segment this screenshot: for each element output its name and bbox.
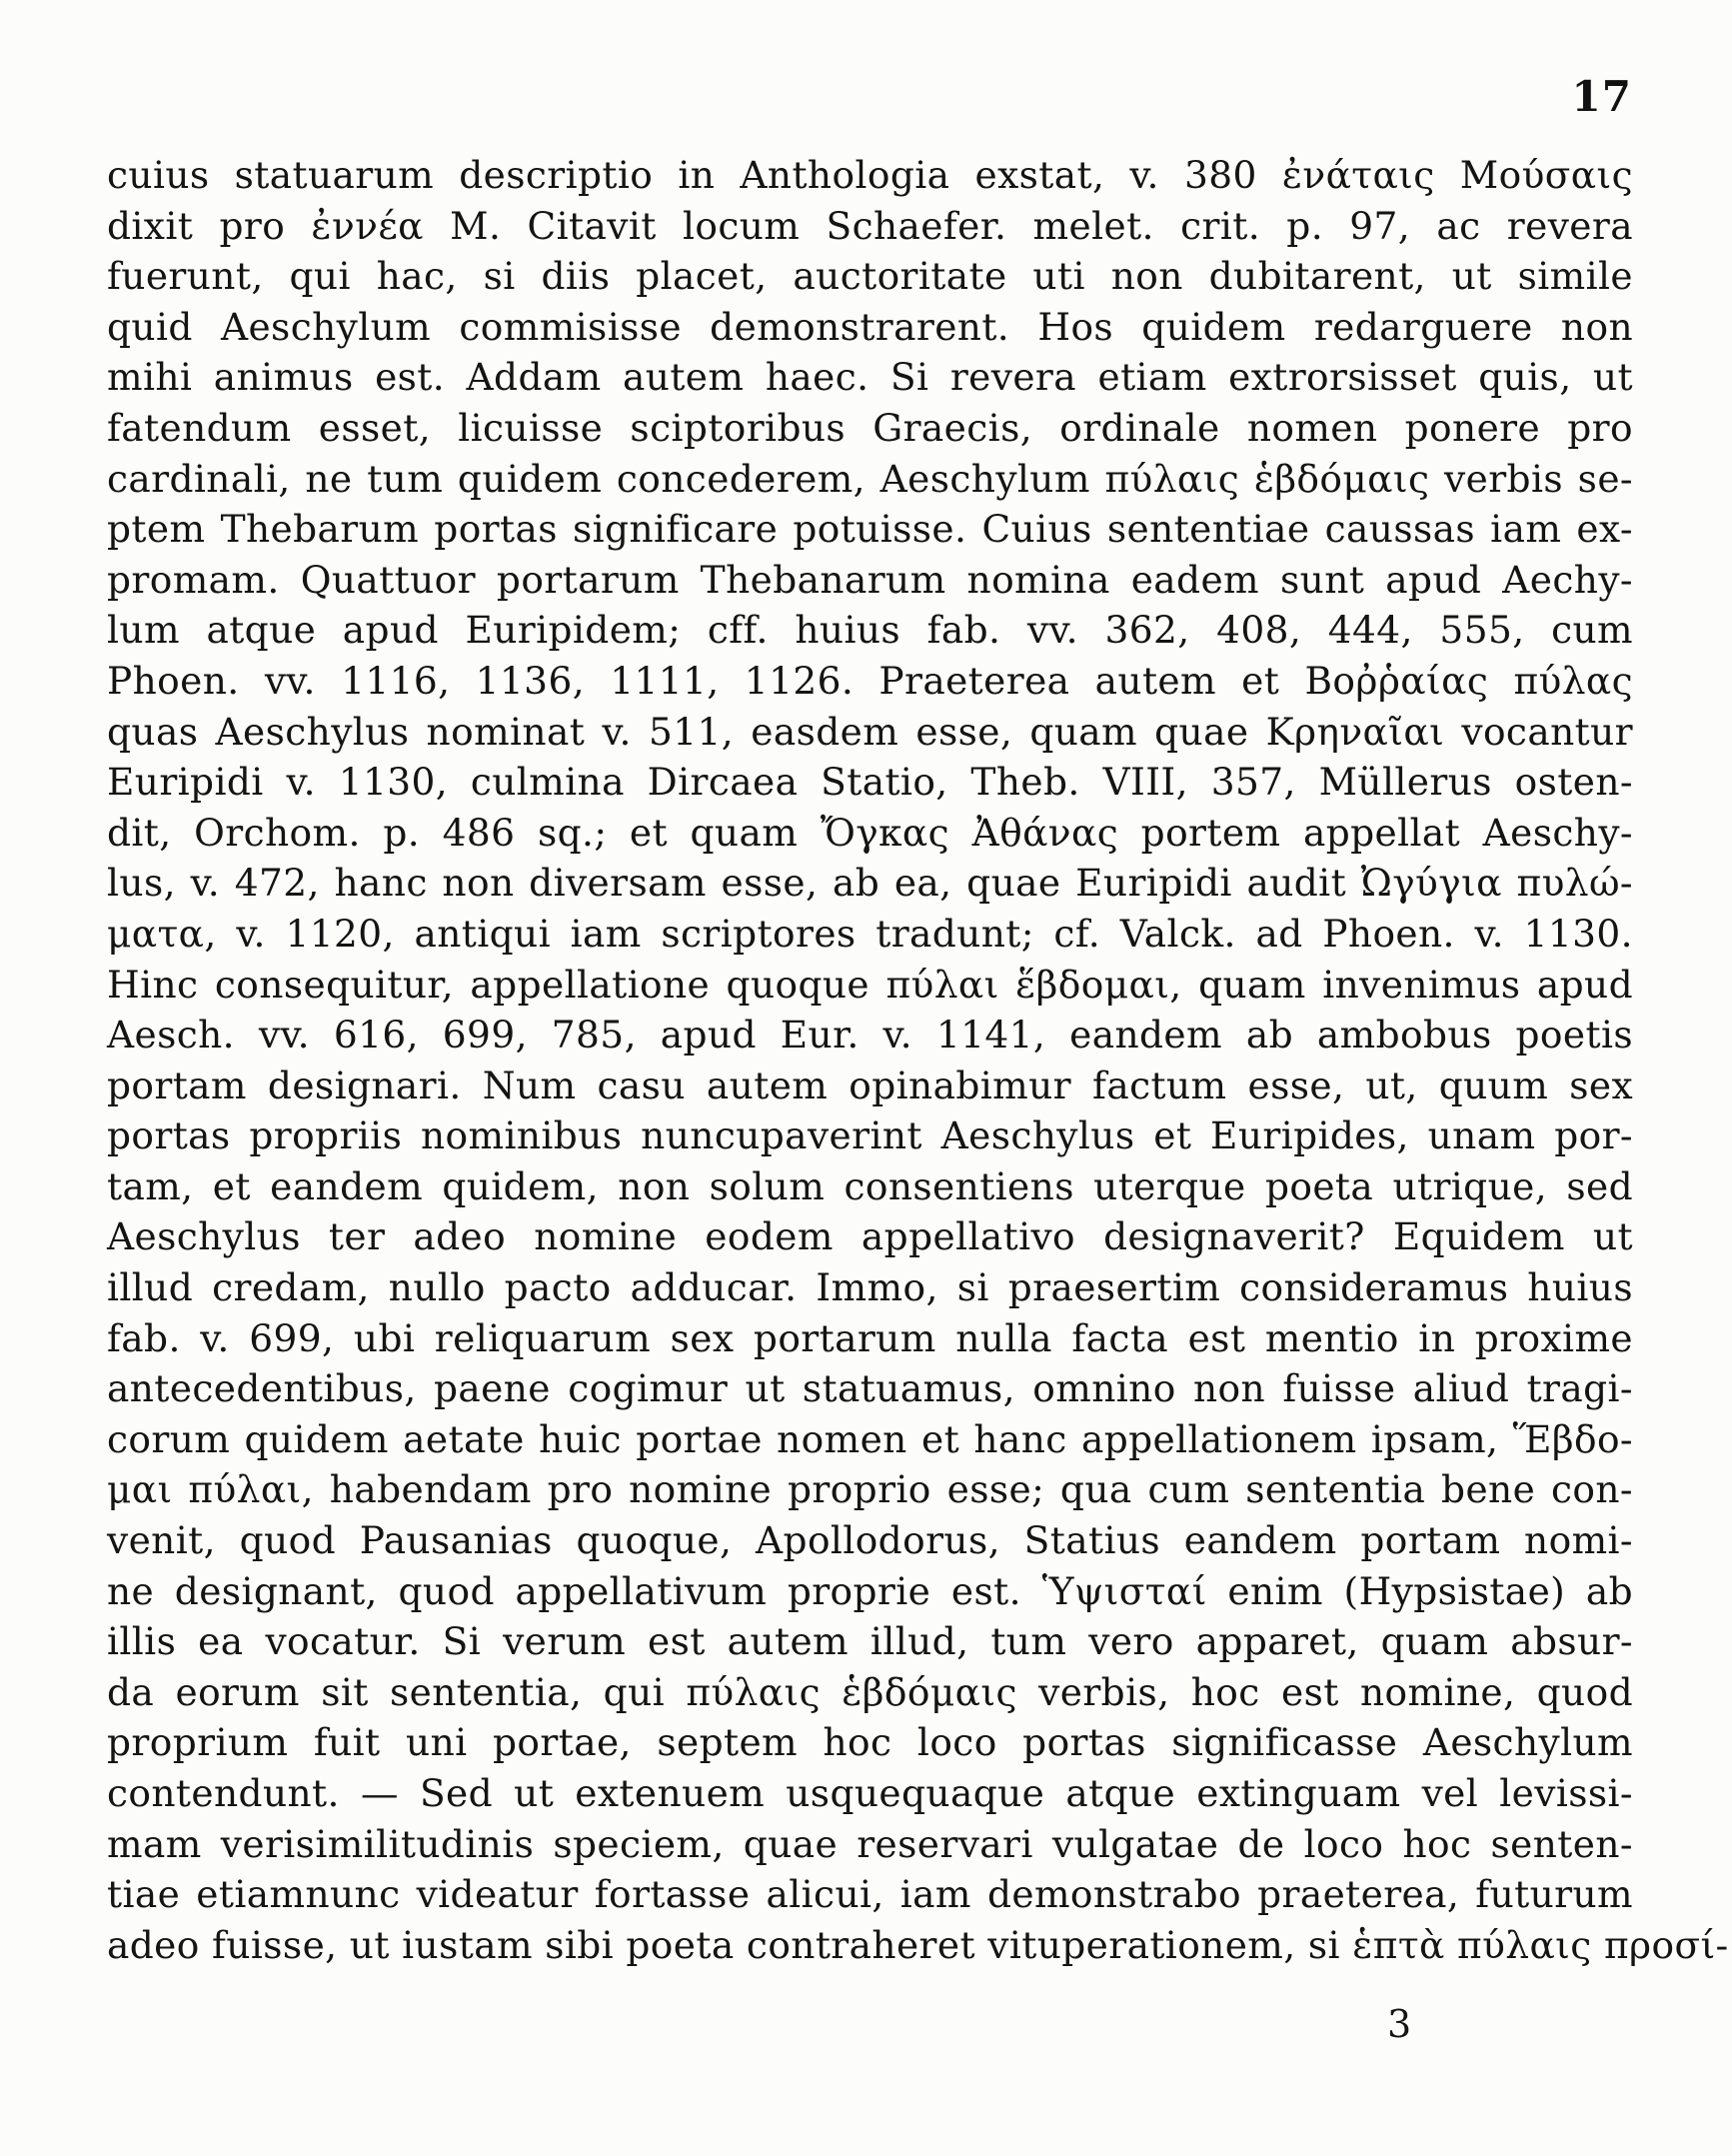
text-line: mam verisimilitudinis speciem, quae reservari vulgatae de loco hoc senten- — [107, 1821, 1633, 1866]
text-line: μαι πύλαι, habendam pro nomine proprio esse; qua cum sententia bene con- — [107, 1467, 1633, 1512]
text-line: promam. Quattuor portarum Thebanarum nomina eadem sunt apud Aechy- — [107, 557, 1633, 602]
text-line: dixit pro ἐννέα Μ. Citavit locum Schaefer. melet. crit. p. 97, ac revera — [107, 203, 1633, 248]
text-line: tiae etiamnunc videatur fortasse alicui, iam demonstrabo praeterea, futurum — [107, 1872, 1633, 1917]
text-line: venit, quod Pausanias quoque, Apollodorus, Statius eandem portam nomi- — [107, 1518, 1633, 1563]
text-line: portas propriis nominibus nuncupaverint Aeschylus et Euripides, unam por- — [107, 1113, 1633, 1158]
text-line: dit, Orchom. p. 486 sq.; et quam Ὄγκας Ἀθάνας portem appellat Aeschy- — [107, 810, 1633, 855]
text-line: tam, et eandem quidem, non solum consentiens uterque poeta utrique, sed — [107, 1163, 1633, 1208]
text-line: Hinc consequitur, appellatione quoque πύλαι ἕβδομαι, quam invenimus apud — [107, 962, 1633, 1007]
signature-mark: 3 — [1387, 2002, 1412, 2046]
text-line: quid Aeschylum commisisse demonstrarent. Hos quidem redarguere non — [107, 304, 1633, 349]
text-line: quas Aeschylus nominat v. 511, easdem esse, quam quae Κρηναῖαι vocantur — [107, 709, 1633, 754]
text-line: illud credam, nullo pacto adducar. Immo, si praesertim consideramus huius — [107, 1265, 1633, 1310]
text-line: ptem Thebarum portas significare potuisse. Cuius sententiae caussas iam ex- — [107, 507, 1633, 552]
text-line: ματα, v. 1120, antiqui iam scriptores tradunt; cf. Valck. ad Phoen. v. 1130. — [107, 911, 1633, 956]
text-line: fatendum esset, licuisse sciptoribus Graecis, ordinale nomen ponere pro — [107, 405, 1633, 450]
body-text — [107, 150, 1729, 1970]
text-line: mihi animus est. Addam autem haec. Si revera etiam extrorsisset quis, ut — [107, 355, 1633, 400]
text-line: proprium fuit uni portae, septem hoc loco portas significasse Aeschylum — [107, 1720, 1633, 1765]
text-line: Euripidi v. 1130, culmina Dircaea Statio, Theb. VIII, 357, Müllerus osten- — [107, 760, 1633, 805]
text-line: cardinali, ne tum quidem concederem, Aeschylum πύλαις ἑβδόμαις verbis se- — [107, 456, 1633, 501]
text-line: antecedentibus, paene cogimur ut statuamus, omnino non fuisse aliud tragi- — [107, 1366, 1633, 1411]
text-line: corum quidem aetate huic portae nomen et hanc appellationem ipsam, Ἕβδο- — [107, 1416, 1633, 1461]
text-line: fab. v. 699, ubi reliquarum sex portarum nulla facta est mentio in proxime — [107, 1315, 1633, 1360]
text-line: ne designant, quod appellativum proprie est. Ὑψισταί enim (Hypsistae) ab — [107, 1568, 1633, 1613]
text-line: portam designari. Num casu autem opinabimur factum esse, ut, quum sex — [107, 1063, 1633, 1107]
text-line: contendunt. — Sed ut extenuem usquequaque atque extinguam vel levissi- — [107, 1771, 1633, 1815]
text-line: cuius statuarum descriptio in Anthologia exstat, v. 380 ἐνάταις Μούσαις — [107, 153, 1633, 197]
text-line: Aesch. vv. 616, 699, 785, apud Eur. v. 1141, eandem ab ambobus poetis — [107, 1013, 1633, 1058]
text-line: illis ea vocatur. Si verum est autem illud, tum vero apparet, quam absur- — [107, 1619, 1633, 1664]
page-number: 17 — [1571, 72, 1632, 121]
text-line: lus, v. 472, hanc non diversam esse, ab ea, quae Euripidi audit Ὠγύγια πυλώ- — [107, 861, 1633, 906]
text-line: Aeschylus ter adeo nomine eodem appellativo designaverit? Equidem ut — [107, 1214, 1633, 1259]
text-line: fuerunt, qui hac, si diis placet, auctoritate uti non dubitarent, ut simile — [107, 254, 1633, 299]
text-line: adeo fuisse, ut iustam sibi poeta contraheret vituperationem, si ἑπτὰ πύλαις προσί- — [107, 1922, 1729, 1967]
text-line: Phoen. vv. 1116, 1136, 1111, 1126. Praeterea autem et Βοῤῥαίας πύλας — [107, 658, 1633, 703]
text-line: lum atque apud Euripidem; cff. huius fab. vv. 362, 408, 444, 555, cum — [107, 608, 1633, 653]
text-line: da eorum sit sententia, qui πύλαις ἑβδόμαις verbis, hoc est nomine, quod — [107, 1669, 1633, 1714]
